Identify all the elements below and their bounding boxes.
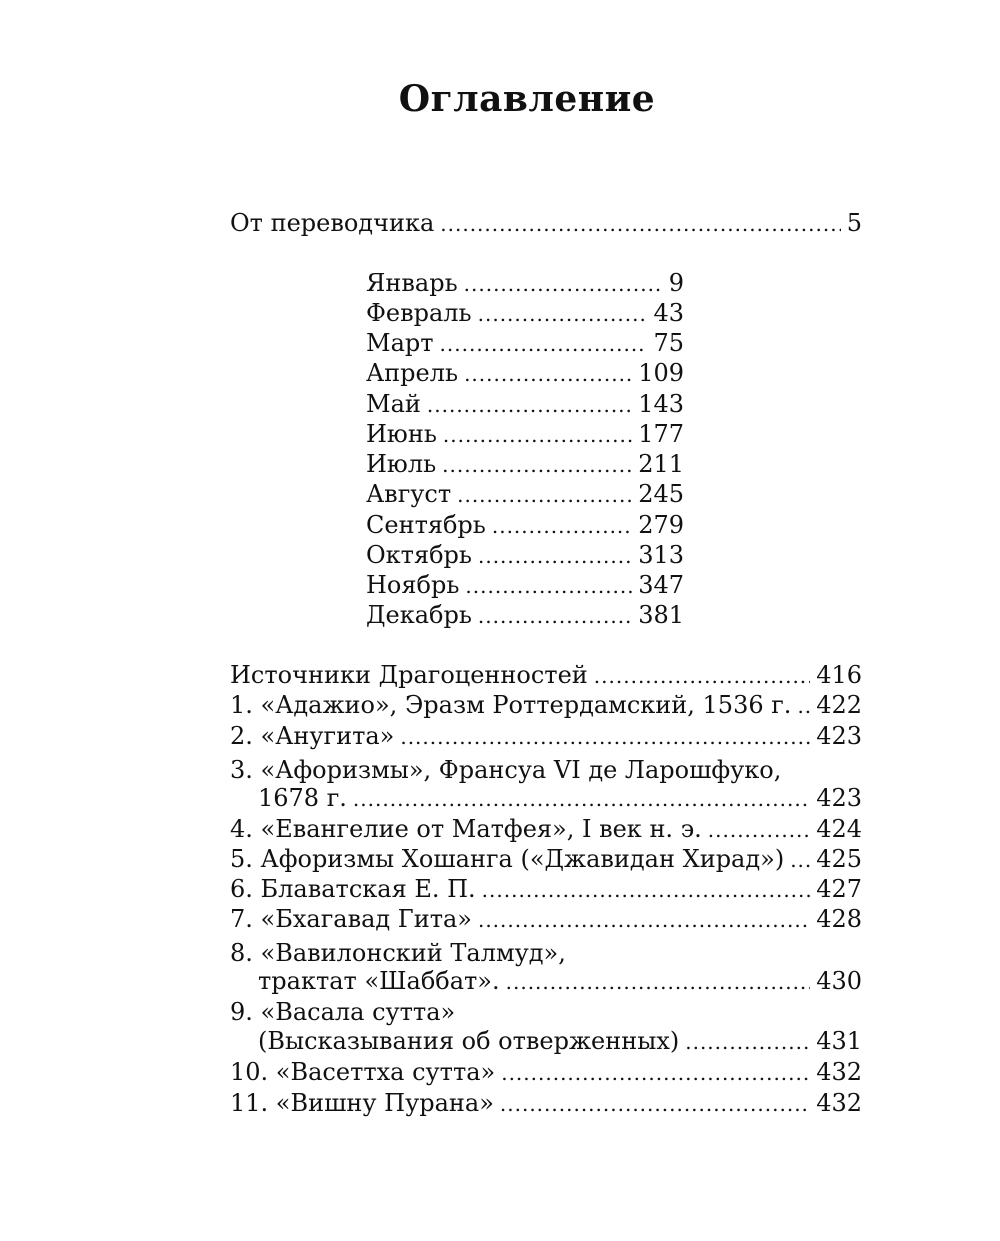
toc-entry-source — [258, 966, 862, 996]
toc-entry-month — [366, 600, 684, 630]
dot-leader — [440, 209, 840, 239]
dot-leader — [427, 390, 632, 420]
toc-entry-page: 422 — [816, 691, 862, 719]
toc-entry-label: 11. «Вишну Пурана» — [230, 1089, 494, 1117]
dot-leader — [457, 480, 632, 510]
dot-leader — [790, 845, 810, 875]
toc-entry-page: 431 — [816, 1027, 862, 1055]
toc-entry-month — [366, 328, 684, 358]
toc-entry-label: Июль — [366, 450, 437, 478]
toc-entry-label: Август — [366, 480, 452, 508]
dot-leader — [500, 1089, 810, 1119]
dot-leader — [443, 420, 632, 450]
toc-entry-page: 381 — [638, 601, 684, 629]
toc-entry-label: 4. «Евангелие от Матфея», I век н. э. — [230, 815, 702, 843]
toc-entry-source — [230, 1088, 862, 1118]
toc-entry-label: 10. «Васеттха сутта» — [230, 1058, 496, 1086]
toc-entry-page: 313 — [638, 541, 684, 569]
toc-entry-page: 430 — [816, 967, 862, 995]
toc-entry-month — [366, 268, 684, 298]
toc-entry-source — [258, 783, 862, 813]
toc-entry-label: Источники Драгоценностей — [230, 661, 588, 689]
dot-leader — [353, 784, 810, 814]
toc-entry-source — [230, 904, 862, 934]
toc-entry-page: 109 — [638, 359, 684, 387]
dot-leader — [478, 601, 632, 631]
toc-entry-source — [230, 1057, 862, 1087]
toc-entry-page: 428 — [816, 905, 862, 933]
dot-leader — [464, 359, 632, 389]
toc-entry-source — [230, 844, 862, 874]
dot-leader — [400, 722, 810, 752]
toc-entry-month — [366, 298, 684, 328]
page-title: Оглавление — [398, 78, 656, 120]
toc-entry-page: 425 — [816, 845, 862, 873]
toc-entry-label: 7. «Бхагавад Гита» — [230, 905, 472, 933]
dot-leader — [482, 875, 811, 905]
toc-entry-page: 427 — [816, 875, 862, 903]
toc-entry-page: 432 — [816, 1089, 862, 1117]
dot-leader — [478, 299, 648, 329]
toc-entry-page: 416 — [816, 661, 862, 689]
toc-entry-label: 2. «Анугита» — [230, 722, 395, 750]
dot-leader — [594, 661, 810, 691]
toc-entry-month — [366, 419, 684, 449]
toc-entry-label: Октябрь — [366, 541, 472, 569]
toc-entry-label-cont: (Высказывания об отверженных) — [258, 1027, 680, 1055]
toc-entry-source — [230, 721, 862, 751]
toc-entry-month — [366, 389, 684, 419]
toc-entry-page: 177 — [638, 420, 684, 448]
dot-leader — [492, 511, 632, 541]
toc-entry-month — [366, 570, 684, 600]
toc-entry-label: От переводчика — [230, 209, 435, 237]
toc-entry-label: 1. «Адажио», Эразм Роттердамский, 1536 г. — [230, 691, 792, 719]
toc-entry-label: Апрель — [366, 359, 459, 387]
dot-leader — [465, 571, 632, 601]
toc-entry-sources — [230, 660, 862, 690]
toc-entry-label: 3. «Афоризмы», Франсуа VI де Ларошфуко, — [230, 756, 782, 784]
toc-entry-page: 245 — [638, 480, 684, 508]
toc-entry-page: 424 — [816, 815, 862, 843]
toc-entry-label: 9. «Васала сутта» — [230, 998, 456, 1026]
dot-leader — [685, 1027, 810, 1057]
dot-leader — [464, 269, 663, 299]
dot-leader — [708, 815, 810, 845]
toc-entry-label: 5. Афоризмы Хошанга («Джавидан Хирад») — [230, 845, 785, 873]
toc-entry-label: Январь — [366, 269, 458, 297]
dot-leader — [506, 967, 811, 997]
toc-entry-page: 432 — [816, 1058, 862, 1086]
toc-entry-month — [366, 479, 684, 509]
toc-entry-source — [258, 1026, 862, 1056]
toc-entry-page: 75 — [653, 329, 684, 357]
toc-entry-label: Февраль — [366, 299, 472, 327]
dot-leader — [442, 450, 632, 480]
toc-entry-source — [230, 690, 862, 720]
toc-entry-label-cont: трактат «Шаббат». — [258, 967, 500, 995]
toc-entry-page: 423 — [816, 722, 862, 750]
toc-entry-label-cont: 1678 г. — [258, 784, 347, 812]
toc-entry-source — [230, 874, 862, 904]
toc-entry-month — [366, 510, 684, 540]
toc-entry-month — [366, 358, 684, 388]
toc-entry-label: Ноябрь — [366, 571, 460, 599]
toc-entry-label: Сентябрь — [366, 511, 486, 539]
toc-entry-page: 43 — [653, 299, 684, 327]
toc-entry-label: 8. «Вавилонский Талмуд», — [230, 939, 566, 967]
toc-entry-page: 5 — [846, 209, 862, 237]
toc-entry-label: Март — [366, 329, 434, 357]
toc-entry-label: Июнь — [366, 420, 437, 448]
toc-entry-month — [366, 449, 684, 479]
dot-leader — [797, 691, 810, 721]
toc-entry-intro — [230, 208, 862, 238]
toc-entry-page: 143 — [638, 390, 684, 418]
dot-leader — [478, 541, 632, 571]
toc-entry-source — [230, 814, 862, 844]
dot-leader — [501, 1058, 810, 1088]
dot-leader — [440, 329, 648, 359]
toc-entry-label: Май — [366, 390, 421, 418]
toc-entry-label: Декабрь — [366, 601, 472, 629]
toc-entry-label: 6. Блаватская Е. П. — [230, 875, 476, 903]
toc-entry-page: 9 — [668, 269, 684, 297]
toc-entry-page: 423 — [816, 784, 862, 812]
toc-entry-page: 211 — [638, 450, 684, 478]
toc-entry-page: 279 — [638, 511, 684, 539]
dot-leader — [478, 905, 810, 935]
toc-entry-page: 347 — [638, 571, 684, 599]
toc-entry-month — [366, 540, 684, 570]
